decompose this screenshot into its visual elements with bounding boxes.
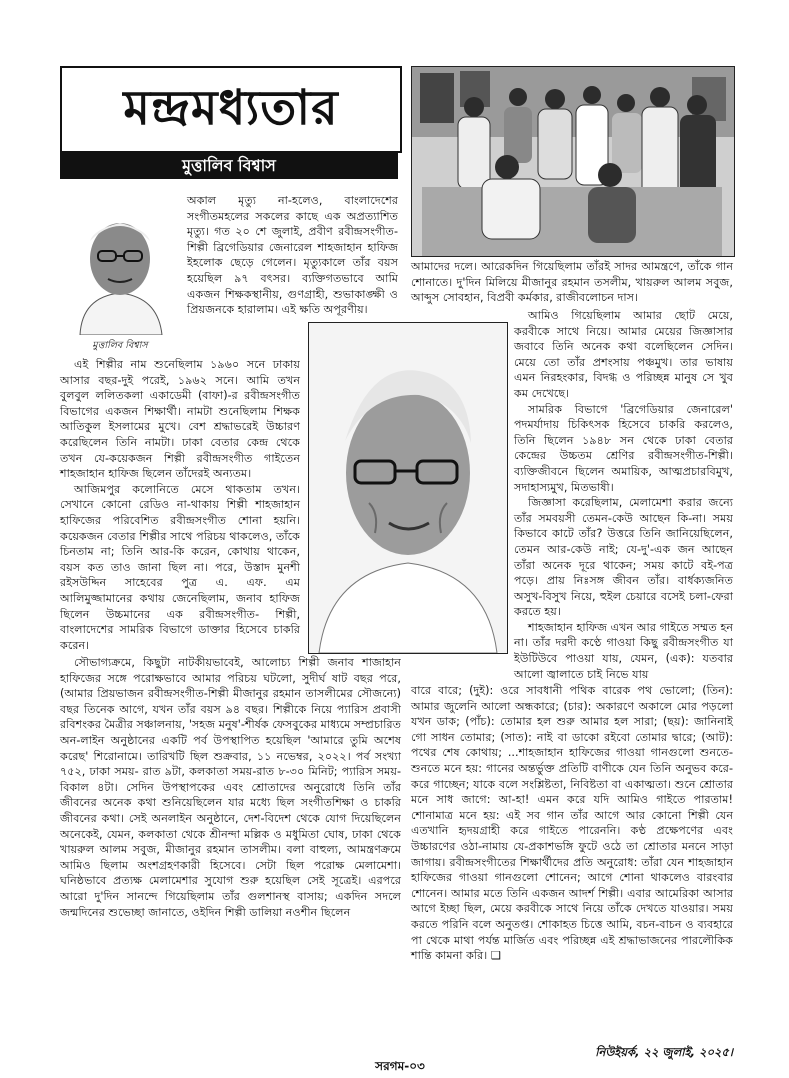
paragraph-our-group: আমাদের দলে। আরেকদিন গিয়েছিলাম তাঁরই সাদর আমন্ত্রণে, তাঁকে গান শোনাতে। দু'দিন মিলিয়ে মীজানুর রহমান তসলীম, খায়রুল আলম সবুজ, আব্দুস সোবহান, বিপ্রবী কর্মকার, রাজীবলোচন দাস। xyxy=(411,260,733,305)
article-signoff: নিউইয়র্ক, ২২ জুলাই, ২০২৫। xyxy=(595,1045,733,1059)
author-byline: মুত্তালিব বিশ্বাস xyxy=(182,156,276,175)
byline-bar xyxy=(60,152,398,179)
singer-portrait xyxy=(308,322,508,654)
paragraph-military: সামরিক বিভাগে 'ব্রিগেডিয়ার জেনারেল' পদমর্যাদায় চিকিৎসক হিসেবে চাকরি করলেও, তিনি ছিলেন ১৯৪৮ সন থেকে ঢাকা বেতার কেন্দ্রের উচ্চতম শ্রেণির রবীন্দ্রসংগীত-শিল্পী। ব্যক্তিজীবনে ছিলেন অমায়িক, আত্মপ্রচারবিমুখ, সদাহাস্যমুখ, মিতভাষী। xyxy=(514,402,733,494)
paragraph-youtube-songs: শাহজাহান হাফিজ এখন আর গাইতে সম্মত হন না। তাঁর দরদী কণ্ঠে গাওয়া কিছু রবীন্দ্রসংগীত যা ইউটিউবে পাওয়া যায়, যেমন, (এক): যতবার আলো জ্বালাতে চাই নিভে যায় xyxy=(514,620,733,681)
article-title: মন্দ্রমধ্যতার xyxy=(123,80,339,136)
paragraph-acquaintance: সৌভাগ্যক্রমে, কিছুটা নাটকীয়ভাবেই, আলোচ্য শিল্পী জনাব শাজাহান হাফিজের সঙ্গে পরোক্ষভাবে আমার পরিচয় ঘটলো, সুদীর্ঘ ষাট বছর পরে, (আমার প্রিয়ভাজন রবীন্দ্রসংগীত-শিল্পী মীজানুর রহমান তাসলীমের সৌজন্যে) বছর তিনেক আগে, যখন তাঁর বয়স ৯৪ বছর। শিল্পীকে নিয়ে প্যারিস প্রবাসী রবিশংকর মৈত্রীর সঞ্চালনায়, 'সহজ মনুষ'-শীর্ষক ফেসবুকের মাধ্যমে সম্প্রচারিত অন-লাইন অনুষ্ঠানের একটি পর্ব উপস্থাপিত হয়েছিল 'আমারে তুমি অশেষ করেছ' শিরোনামে। তারিখটি ছিল শুক্রবার, ১১ নভেম্বর, ২০২২। পর্ব সংখ্যা ৭৫২, ঢাকা সময়- রাত ৯টা, কলকাতা সময়-রাত ৮-৩০ মিনিট; প্যারিস সময়- বিকাল ৪টা। সেদিন উপস্থাপকের এবং শ্রোতাদের অনুরোধে তিনি তাঁর জীবনের অনেক কথা শুনিয়েছিলেন যার মধ্যে ছিল সংগীতশিক্ষা ও চাকরি জীবনের কথা। সেই অনলাইন অনুষ্ঠানে, দেশ-বিদেশ থেকে যোগ দিয়েছিলেন অনেকেই, যেমন, কলকাতা থেকে শ্রীনন্দা মল্লিক ও মধুমিতা ঘোষ, ঢাকা থেকে খায়রুল আলম সবুজ, মীজানুর রহমান তাসলীম। বলা বাহুল্য, আমন্ত্রণক্রমে আমিও ছিলাম অংশগ্রহণকারী হিসেবে। সেটা ছিল পরোক্ষ মেলামেশা। ঘনিষ্ঠভাবে প্রত্যক্ষ মেলামেশার সুযোগ শুরু হয়েছিল সেই সূত্রেই। এরপরে আরো দু'দিন সানন্দে গিয়েছিলাম তাঁর গুলশানস্থ বাসায়; একদিন সদলে জন্মদিনের শুভেচ্ছা জানাতে, ওইদিন শিল্পী ডালিয়া নওশীন ছিলেন xyxy=(60,656,401,919)
group-photo xyxy=(411,66,735,257)
paragraph-daughter: আমিও গিয়েছিলাম আমার ছোট মেয়ে, করবীকে সাথে নিয়ে। আমার মেয়ের জিজ্ঞাসার জবাবে তিনি অনেক কথা বলেছিলেন সেদিন। মেয়ে তো তাঁর প্রশংসায় পঞ্চমুখ। তার ভাষায় এমন নিরহংকার, বিদগ্ধ ও পরিচ্ছন্ন মানুষ সে খুব কম দেখেছে। xyxy=(514,309,733,400)
paragraph-contemporaries: জিজ্ঞাসা করেছিলাম, মেলামেশা করার জন্যে তাঁর সমবয়সী তেমন-কেউ আছেন কি-না। সময় কিভাবে কাটে তাঁর? উত্তরে তিনি জানিয়েছিলেন, তেমন আর-কেউ নাই; যে-দু'-এক জন আছেন তাঁরা অনেক দূরে থাকেন; সময় কাটে বই-পত্র পড়ে। প্রায় নিঃসঙ্গ জীবন তাঁর। বার্ধক্যজনিত অসুখ-বিসুখ নিয়ে, হুইল চেয়ারে বসেই চলা-ফেরা করতে হয়। xyxy=(514,496,733,619)
paragraph-song-list: বারে বারে; (দুই): ওরে সাবধানী পথিক বারেক পথ ভোলো; (তিন): আমার জুলেনি আলো অন্ধকারে; (চার): অকারণে অকালে মোর পড়লো যখন ডাক; (পাঁচ): তোমার হল শুরু আমার হল সারা; (ছয়): জানিনাই গো সাধন তোমার; (সাত): নাই বা ডাকো রইবো তোমার দ্বারে; (আট): পথের শেষ কোথায়; ...শাহজাহান হাফিজের গাওয়া গানগুলো শুনতে-শুনতে মনে হয়: গানের অন্তর্ভুক্ত প্রতিটি বাণীকে যেন তিনি অনুভব করে-করে গাচ্ছেন; যাকে বলে সংশ্লিষ্টতা, নিবিষ্টতা বা একাত্মতা। শুনে শ্রোতার মনে সাধ জাগে: আ-হা! এমন করে যদি আমিও গাইতে পারতাম! শোনামাত্র মনে হয়: এই সব গান তাঁর আগে আর কোনো শিল্পী যেন এতখানি হৃদয়গ্রাহী করে গাইতে পারেননি। কণ্ঠ প্রক্ষেপণের এবং উচ্চারণের ওঠা-নামায় যে-প্রকাশভঙ্গি ফুটে ওঠে তা শ্রোতার মননে সাড়া জাগায়। রবীন্দ্রসংগীতের শিক্ষার্থীদের প্রতি অনুরোধ: তাঁরা যেন শাহজাহান হাফিজের গাওয়া গানগুলো শোনেন; আগে শোনা থাকলেও বারংবার শোনেন। আমার মতে তিনি একজন আদর্শ শিল্পী। এবার আমেরিকা আসার আগে ইচ্ছা ছিল, মেয়ে করবীকে সাথে নিয়ে তাঁকে দেখতে যাওয়ার। সময় করতে পরিনি বলে অনুতপ্ত। শোকাহত চিত্তে আমি, বচন-বাচন ও ব্যবহারে পা থেকে মাথা পর্যন্ত মার্জিত এবং পরিচ্ছন্ন এই শ্রদ্ধাভাজনের পারলৌকিক শান্তি কামনা করি। ❑ xyxy=(411,684,733,963)
group-photo-illustration xyxy=(412,67,734,256)
author-portrait-illustration xyxy=(60,201,180,335)
author-photo xyxy=(60,201,180,335)
right-column-1b xyxy=(514,308,733,682)
author-photo-caption: মুত্তালিব বিশ্বাস xyxy=(92,340,148,351)
paragraph-singer-name: এই শিল্পীর নাম শুনেছিলাম ১৯৬০ সনে ঢাকায় আসার বছর-দুই পরেই, ১৯৬২ সনে। আমি তখন বুলবুল ললিতকলা একাডেমী (বাফা)-র রবীন্দ্রসংগীত বিভাগের একজন শিক্ষার্থী। নামটা শুনেছিলাম শিক্ষক আতিকুল ইসলামের মুখে। বেশ শ্রদ্ধাভরেই উচ্চারণ করেছিলেন তিনি নামটা। ঢাকা বেতার কেন্দ্র থেকে তখন যে-কয়েকজন শিল্পী রবীন্দ্রসংগীত গাইতেন শাহজাহান হাফিজ ছিলেন তাঁদেরই অন্যতম। xyxy=(60,358,300,481)
right-column-1 xyxy=(411,259,733,306)
left-column-1 xyxy=(60,357,300,653)
paragraph-azimpur: আজিমপুর কলোনিতে মেসে থাকতাম তখন। সেখানে কোনো রেডিও না-থাকায় শিল্পী শাহজাহান হাফিজের পরিবেশিত রবীন্দ্রসংগীত শোনা হয়নি। কয়েকজন বেতার শিল্পীর সাথে পরিচয় থাকলেও, তাঁকে চিনতাম না; তিনি আর-কি করেন, কোথায় থাকেন, বয়স কত তাও জানা ছিল না। পরে, উস্তাদ মুনশী রইসউদ্দিন সাহেবের পুত্র এ. এফ. এম আলিমুজ্জামানের কথায় জেনেছিলাম, জনাব হাফিজ ছিলেন উচ্চমানের এক রবীন্দ্রসংগীত- শিল্পী, বাংলাদেশের সামরিক বিভাগে ডাক্তার হিসেবে চাকরি করেন। xyxy=(60,482,300,652)
left-column-2 xyxy=(60,655,401,920)
right-column-2 xyxy=(411,683,733,964)
page-footer: সরগম-০৩ xyxy=(375,1059,425,1073)
intro-paragraph xyxy=(187,193,398,318)
singer-portrait-illustration xyxy=(309,323,507,653)
intro-text: অকাল মৃত্যু না-হলেও, বাংলাদেশের সংগীতমহলের সকলের কাছে এক অপ্রত্যাশিত মৃত্যু। গত ২০ শে জুলাই, প্রবীণ রবীন্দ্রসংগীত-শিল্পী ব্রিগেডিয়ার জেনারেল শাহজাহান হাফিজ ইহলোক ছেড়ে গেলেন। মৃত্যুকালে তাঁর বয়স হয়েছিল ৯৭ বৎসর। ব্যক্তিগতভাবে আমি একজন শিক্ষকস্থানীয়, গুণগ্রাহী, শুভাকাঙ্ক্ষী ও প্রিয়জনকে হারালাম। এই ক্ষতি অপূরণীয়। xyxy=(187,194,398,317)
masthead xyxy=(60,66,402,153)
